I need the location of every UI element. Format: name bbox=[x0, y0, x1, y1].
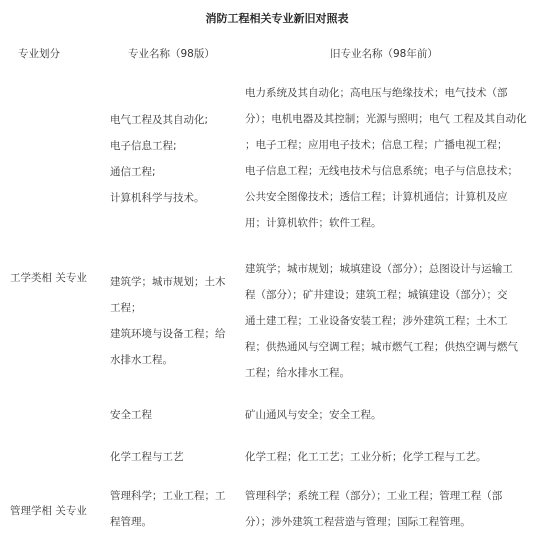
row-1-old-line: 电力系统及其自动化；高电压与绝缘技术；电气技术（部 bbox=[245, 87, 508, 99]
row-2-old-line: 程（部分）；矿井建设；建筑工程；城镇建设（部分）；交 bbox=[245, 289, 508, 301]
row-3-new-name bbox=[110, 402, 152, 428]
row-2-new-line: 建筑学；城市规划；土木 bbox=[110, 276, 226, 288]
row-1-old-line: 分）；电机电器及其控制；光源与照明；电气 工程及其自动化 bbox=[245, 113, 527, 125]
row-3-old-line: 矿山通风与安全；安全工程。 bbox=[245, 409, 382, 421]
row-2-old-name bbox=[245, 256, 518, 386]
row-4-old-line: 化学工程；化工工艺；工业分析；化学工程与工艺。 bbox=[245, 451, 487, 463]
category-engineering: 工学类相 关专业 bbox=[10, 272, 87, 284]
header-new-name: 专业名称（98版） bbox=[128, 48, 215, 60]
row-1-new-line: 计算机科学与技术。 bbox=[110, 192, 205, 204]
table-title: 消防工程相关专业新旧对照表 bbox=[205, 12, 349, 25]
row-2-new-line: 建筑环境与设备工程；给 bbox=[110, 328, 226, 340]
row-2-old-line: 程；供热通风与空调工程；城市燃气工程；供热空调与燃气 bbox=[245, 341, 518, 353]
row-2-old-line: 工程；给水排水工程。 bbox=[245, 367, 350, 379]
row-1-new-name bbox=[110, 107, 208, 211]
row-4-new-name bbox=[110, 444, 184, 470]
row-1-old-line: 公共安全图像技术；透信工程；计算机通信；计算机及应 bbox=[245, 191, 508, 203]
row-1-old-name bbox=[245, 80, 527, 236]
row-4-new-line: 化学工程与工艺 bbox=[110, 451, 184, 463]
row-5-old-line: 管理科学；系统工程（部分）；工业工程；管理工程（部 bbox=[245, 490, 503, 502]
row-1-old-line: ；电子工程；应用电子技术；信息工程；广播电视工程； bbox=[245, 139, 508, 151]
row-2-new-line: 水排水工程。 bbox=[110, 354, 173, 366]
row-2-old-line: 建筑学；城市规划；城填建设（部分）；总图设计与运输工 bbox=[245, 263, 513, 275]
row-2-new-name bbox=[110, 269, 226, 373]
category-management: 管理学相 关专业 bbox=[10, 505, 87, 517]
header-division: 专业划分 bbox=[18, 48, 60, 60]
row-3-old-name bbox=[245, 402, 382, 428]
row-5-old-line: 分）；涉外建筑工程营造与管理；国际工程管理。 bbox=[245, 516, 471, 528]
row-1-new-line: 电气工程及其自动化; bbox=[110, 114, 209, 126]
row-5-new-line: 程管理。 bbox=[110, 516, 152, 528]
row-2-new-line: 工程； bbox=[110, 302, 142, 314]
row-4-old-name bbox=[245, 444, 487, 470]
row-3-new-line: 安全工程 bbox=[110, 409, 152, 421]
header-old-name: 旧专业名称（98年前） bbox=[330, 48, 438, 60]
row-1-new-line: 通信工程; bbox=[110, 166, 156, 178]
row-1-old-line: 用；计算机软件；软件工程。 bbox=[245, 217, 382, 229]
row-5-new-name bbox=[110, 483, 226, 535]
row-5-old-name bbox=[245, 483, 502, 535]
row-5-new-line: 管理科学；工业工程；工 bbox=[110, 490, 226, 502]
row-2-old-line: 通土建工程；工业设备安装工程；涉外建筑工程；土木工 bbox=[245, 315, 508, 327]
row-1-new-line: 电子信息工程; bbox=[110, 140, 177, 152]
row-1-old-line: 电子信息工程；无线电技术与信息系统；电子与信息技术； bbox=[245, 165, 518, 177]
